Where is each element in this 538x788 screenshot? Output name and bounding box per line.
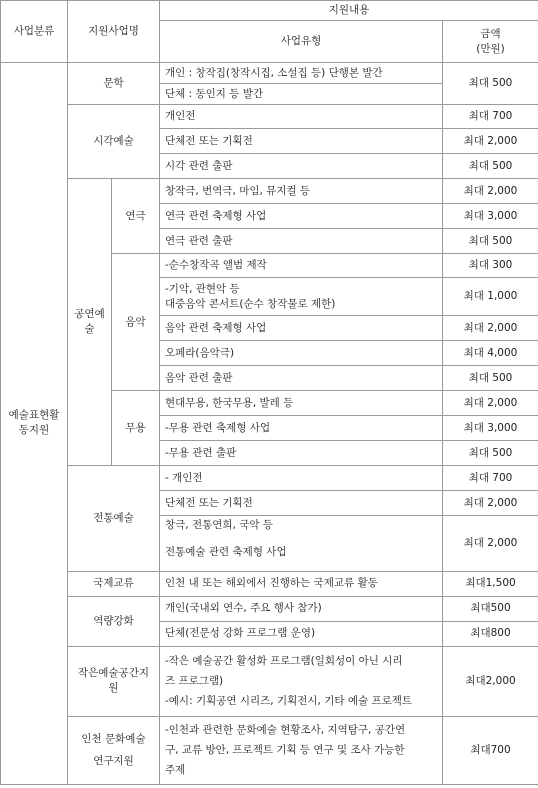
program-visual-arts: 시각예술: [68, 105, 160, 179]
music-amount-2: 최대 1,000: [443, 278, 538, 316]
intl-amount: 최대1,500: [443, 571, 538, 596]
main-category: 예술표현활 동지원: [1, 63, 68, 785]
program-literature: 문학: [68, 63, 160, 105]
theater-amount-1: 최대 2,000: [443, 179, 538, 204]
traditional-type-1: - 개인전: [160, 466, 443, 491]
dance-type-3: -무용 관련 출판: [160, 441, 443, 466]
traditional-amount-2: 최대 2,000: [443, 491, 538, 516]
music-amount-1: 최대 300: [443, 254, 538, 278]
music-amount-3: 최대 2,000: [443, 316, 538, 341]
program-traditional-arts: 전통예술: [68, 466, 160, 572]
music-type-4: 오페라(음악극): [160, 341, 443, 366]
visual-type-1: 개인전: [160, 105, 443, 129]
program-capacity-building: 역량강화: [68, 596, 160, 646]
small-space-amount: 최대2,000: [443, 646, 538, 716]
literature-type-2: 단체 : 동인지 등 발간: [160, 84, 443, 105]
music-amount-4: 최대 4,000: [443, 341, 538, 366]
literature-amount: 최대 500: [443, 63, 538, 105]
header-category: 사업분류: [1, 1, 68, 63]
sub-dance: 무용: [112, 391, 160, 466]
program-international-exchange: 국제교류: [68, 571, 160, 596]
amount-unit: (만원): [476, 42, 505, 55]
theater-type-2: 연극 관련 축제형 사업: [160, 204, 443, 229]
amount-label: 금액: [480, 27, 501, 40]
visual-type-2: 단체전 또는 기획전: [160, 129, 443, 154]
traditional-amount-1: 최대 700: [443, 466, 538, 491]
traditional-shared-amount: 최대 2,000: [443, 516, 538, 572]
visual-amount-2: 최대 2,000: [443, 129, 538, 154]
small-space-type: -작은 예술공간 활성화 프로그램(일회성이 아닌 시리 즈 프로그램) -예시: 기획공연 시리즈, 기획전시, 기타 예술 프로젝트: [160, 646, 443, 716]
theater-type-1: 창작극, 번역극, 마임, 뮤지컬 등: [160, 179, 443, 204]
music-type-3: 음악 관련 축제형 사업: [160, 316, 443, 341]
header-program-type: 사업유형: [160, 21, 443, 63]
research-amount: 최대700: [443, 716, 538, 784]
theater-amount-3: 최대 500: [443, 229, 538, 254]
dance-amount-1: 최대 2,000: [443, 391, 538, 416]
header-program-name: 지원사업명: [68, 1, 160, 63]
traditional-type-3: 창극, 전통연희, 국악 등: [160, 516, 443, 536]
capacity-type-1: 개인(국내외 연수, 주요 행사 참가): [160, 596, 443, 621]
dance-amount-2: 최대 3,000: [443, 416, 538, 441]
sub-theater: 연극: [112, 179, 160, 254]
dance-type-1: 현대무용, 한국무용, 발레 등: [160, 391, 443, 416]
traditional-type-4: 전통예술 관련 축제형 사업: [160, 535, 443, 571]
visual-amount-1: 최대 700: [443, 105, 538, 129]
music-amount-5: 최대 500: [443, 366, 538, 391]
traditional-type-2: 단체전 또는 기획전: [160, 491, 443, 516]
header-support-content: 지원내용: [160, 1, 538, 21]
header-amount: [443, 21, 538, 63]
literature-type-1: 개인 : 창작집(창작시집, 소설집 등) 단행본 발간: [160, 63, 443, 84]
research-type: -인천과 관련한 문화예술 현황조사, 지역탐구, 공간연 구, 교류 방안, 프로젝트 기획 등 연구 및 조사 가능한 주제: [160, 716, 443, 784]
visual-amount-3: 최대 500: [443, 154, 538, 179]
music-type-5: 음악 관련 출판: [160, 366, 443, 391]
program-small-art-space: 작은예술공간지 원: [68, 646, 160, 716]
intl-type: 인천 내 또는 해외에서 진행하는 국제교류 활동: [160, 571, 443, 596]
music-type-1: -순수창작곡 앨범 제작: [160, 254, 443, 278]
program-research: 인천 문화예술 연구지원: [68, 716, 160, 784]
capacity-amount-2: 최대800: [443, 621, 538, 646]
dance-amount-3: 최대 500: [443, 441, 538, 466]
sub-music: 음악: [112, 254, 160, 391]
dance-type-2: -무용 관련 축제형 사업: [160, 416, 443, 441]
capacity-amount-1: 최대500: [443, 596, 538, 621]
theater-amount-2: 최대 3,000: [443, 204, 538, 229]
capacity-type-2: 단체(전문성 강화 프로그램 운영): [160, 621, 443, 646]
program-performing-arts: 공연예 술: [68, 179, 112, 466]
theater-type-3: 연극 관련 출판: [160, 229, 443, 254]
visual-type-3: 시각 관련 출판: [160, 154, 443, 179]
music-type-2: -기악, 관현악 등 대중음악 콘서트(순수 창작물로 제한): [160, 278, 443, 316]
